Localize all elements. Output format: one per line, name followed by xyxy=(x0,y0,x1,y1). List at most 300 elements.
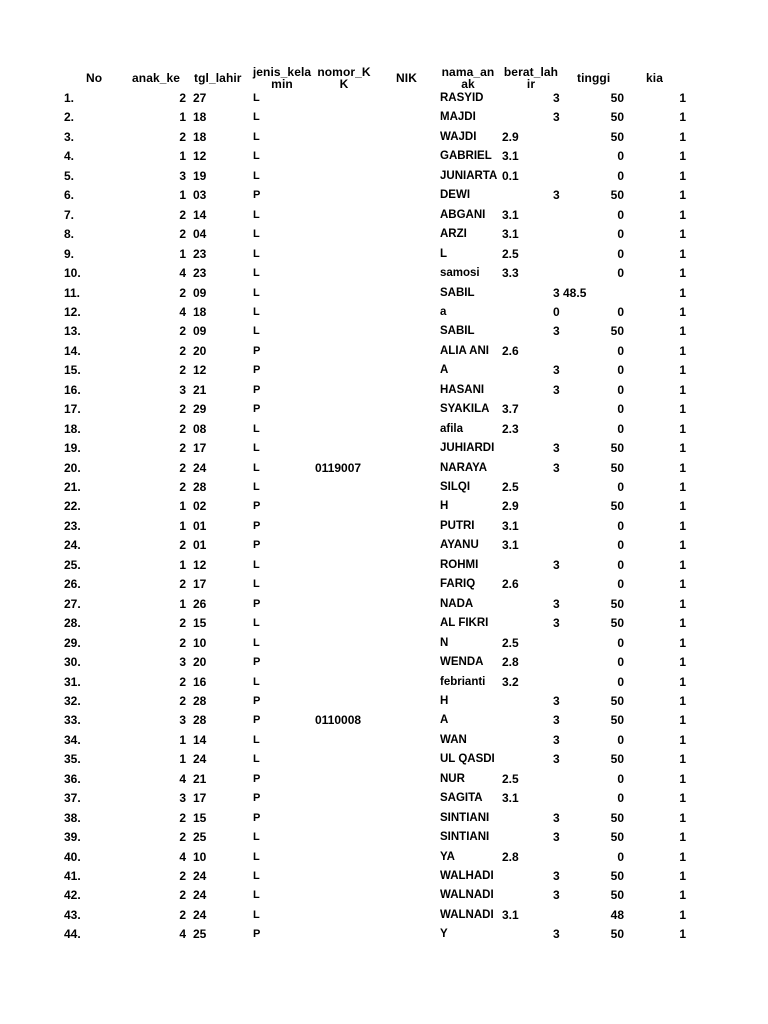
cell-tgl-lahir: 02 xyxy=(193,499,207,514)
cell-jenis-kelamin: L xyxy=(253,92,260,104)
cell-berat-lahir-extra: 3 xyxy=(553,732,560,747)
cell-tgl-lahir: 24 xyxy=(193,907,207,922)
cell-anak-ke: 2 xyxy=(179,907,186,922)
cell-tinggi: 50 xyxy=(610,499,624,514)
row-number: 28. xyxy=(64,616,81,631)
cell-tgl-lahir: 18 xyxy=(193,129,207,144)
cell-anak-ke: 2 xyxy=(179,324,186,339)
cell-nama-anak: SINTIANI xyxy=(440,831,490,844)
cell-anak-ke: 1 xyxy=(179,557,186,572)
cell-jenis-kelamin: L xyxy=(253,130,260,143)
cell-tgl-lahir: 24 xyxy=(193,888,207,903)
cell-anak-ke: 2 xyxy=(179,91,186,105)
cell-nama-anak: PUTRI xyxy=(440,519,475,532)
cell-nama-anak: SABIL xyxy=(440,286,475,299)
table-row xyxy=(0,303,768,322)
cell-tinggi: 50 xyxy=(610,441,624,456)
row-number: 5. xyxy=(64,168,75,183)
cell-nama-anak: WENDA xyxy=(440,656,484,669)
cell-tgl-lahir: 10 xyxy=(193,849,207,864)
row-number: 13. xyxy=(64,324,81,339)
header-anak-ke: anak_ke xyxy=(132,71,181,85)
cell-tgl-lahir: 16 xyxy=(193,674,207,689)
table-row xyxy=(0,420,768,439)
header-tinggi: tinggi xyxy=(577,71,611,85)
row-number: 44. xyxy=(64,927,81,942)
cell-anak-ke: 3 xyxy=(179,168,186,183)
row-number: 17. xyxy=(64,402,81,417)
cell-berat-lahir: 2.5 xyxy=(502,635,519,650)
cell-anak-ke: 4 xyxy=(179,304,186,319)
cell-tgl-lahir: 17 xyxy=(193,441,207,456)
cell-berat-lahir-extra: 0 xyxy=(553,304,560,319)
table-row xyxy=(0,711,768,730)
table-row xyxy=(0,673,768,692)
cell-tinggi: 0 xyxy=(617,557,624,572)
cell-nama-anak: AL FIKRI xyxy=(440,617,489,630)
table-row xyxy=(0,906,768,925)
cell-jenis-kelamin: P xyxy=(253,597,261,610)
cell-tgl-lahir: 25 xyxy=(193,927,207,942)
cell-tgl-lahir: 15 xyxy=(193,810,207,825)
cell-kia: 1 xyxy=(679,421,686,436)
cell-anak-ke: 2 xyxy=(179,674,186,689)
row-number: 11. xyxy=(64,285,81,300)
cell-jenis-kelamin: L xyxy=(253,870,260,882)
cell-nama-anak: WAN xyxy=(440,733,467,746)
cell-anak-ke: 1 xyxy=(179,110,186,125)
cell-kia: 1 xyxy=(679,557,686,572)
cell-nama-anak: AYANU xyxy=(440,539,479,552)
table-row xyxy=(0,89,768,108)
cell-jenis-kelamin: L xyxy=(253,831,260,844)
row-number: 34. xyxy=(64,732,81,747)
cell-tgl-lahir: 24 xyxy=(193,869,207,883)
cell-berat-lahir-extra: 3 xyxy=(553,110,560,125)
row-number: 20. xyxy=(64,460,81,475)
table-row xyxy=(0,575,768,594)
cell-anak-ke: 2 xyxy=(179,480,186,494)
table-row xyxy=(0,147,768,166)
cell-nama-anak: UL QASDI xyxy=(440,753,495,766)
row-number: 32. xyxy=(64,693,81,708)
row-number: 41. xyxy=(64,869,81,883)
cell-anak-ke: 2 xyxy=(179,460,186,475)
cell-nama-anak: ROHMI xyxy=(440,558,479,571)
cell-berat-lahir: 3.1 xyxy=(502,207,519,222)
header-nama-anak: nama_an ak xyxy=(441,65,495,91)
cell-anak-ke: 2 xyxy=(179,129,186,144)
cell-jenis-kelamin: P xyxy=(253,539,261,552)
cell-tinggi: 0 xyxy=(617,732,624,747)
cell-nama-anak: SILQI xyxy=(440,481,471,493)
cell-kia: 1 xyxy=(679,227,686,242)
cell-jenis-kelamin: P xyxy=(253,656,261,669)
cell-berat-lahir-extra: 3 xyxy=(553,596,560,611)
table-row xyxy=(0,167,768,186)
cell-anak-ke: 2 xyxy=(179,538,186,553)
cell-nama-anak: RASYID xyxy=(440,92,484,104)
row-number: 7. xyxy=(64,207,75,222)
cell-berat-lahir: 2.5 xyxy=(502,771,519,786)
cell-anak-ke: 1 xyxy=(179,499,186,514)
cell-nama-anak: WALNADI xyxy=(440,889,494,902)
cell-kia: 1 xyxy=(679,674,686,689)
cell-berat-lahir-extra: 3 xyxy=(553,830,560,845)
cell-kia: 1 xyxy=(679,91,686,105)
cell-tinggi: 0 xyxy=(617,402,624,417)
cell-jenis-kelamin: L xyxy=(253,422,260,435)
cell-tinggi: 0 xyxy=(617,849,624,864)
cell-tgl-lahir: 20 xyxy=(193,343,207,358)
cell-tgl-lahir: 04 xyxy=(193,227,207,242)
cell-kia: 1 xyxy=(679,149,686,164)
table-row xyxy=(0,400,768,419)
cell-anak-ke: 2 xyxy=(179,616,186,631)
cell-berat-lahir-extra: 3 xyxy=(553,91,560,105)
cell-berat-lahir-extra: 3 xyxy=(553,616,560,631)
cell-berat-lahir-extra: 3 xyxy=(553,460,560,475)
table-row xyxy=(0,848,768,867)
cell-jenis-kelamin: P xyxy=(253,519,261,532)
cell-nama-anak: ALIA ANI xyxy=(440,344,489,357)
cell-nama-anak: samosi xyxy=(440,267,480,280)
row-number: 4. xyxy=(64,149,75,164)
cell-anak-ke: 1 xyxy=(179,246,186,261)
cell-anak-ke: 1 xyxy=(179,752,186,767)
cell-nomor-kk: 0119007 xyxy=(315,460,362,475)
cell-tgl-lahir: 12 xyxy=(193,149,207,164)
cell-nama-anak: WAJDI xyxy=(440,130,477,143)
cell-kia: 1 xyxy=(679,207,686,222)
row-number: 24. xyxy=(64,538,81,553)
cell-anak-ke: 3 xyxy=(179,382,186,397)
table-row xyxy=(0,692,768,711)
cell-nama-anak: SINTIANI xyxy=(440,811,490,824)
cell-berat-lahir: 2.8 xyxy=(502,655,519,670)
cell-tinggi: 0 xyxy=(617,771,624,786)
cell-tgl-lahir: 09 xyxy=(193,324,207,339)
cell-kia: 1 xyxy=(679,460,686,475)
cell-nama-anak: MAJDI xyxy=(440,111,476,124)
cell-kia: 1 xyxy=(679,304,686,319)
cell-kia: 1 xyxy=(679,441,686,456)
cell-tinggi: 0 xyxy=(617,480,624,494)
table-row xyxy=(0,225,768,244)
row-number: 42. xyxy=(64,888,81,903)
table-row xyxy=(0,556,768,575)
cell-nama-anak: A xyxy=(440,714,449,727)
cell-jenis-kelamin: L xyxy=(253,286,260,299)
cell-jenis-kelamin: L xyxy=(253,208,260,221)
cell-jenis-kelamin: L xyxy=(253,481,260,493)
cell-tgl-lahir: 20 xyxy=(193,655,207,670)
cell-berat-lahir-extra: 3 xyxy=(553,363,560,378)
cell-kia: 1 xyxy=(679,771,686,786)
cell-berat-lahir-extra: 3 xyxy=(553,693,560,708)
cell-kia: 1 xyxy=(679,693,686,708)
cell-kia: 1 xyxy=(679,888,686,903)
cell-berat-lahir: 2.5 xyxy=(502,480,519,494)
cell-berat-lahir-extra: 3 xyxy=(553,382,560,397)
cell-berat-lahir: 3.1 xyxy=(502,518,519,533)
cell-tgl-lahir: 14 xyxy=(193,207,207,222)
table-row xyxy=(0,867,768,886)
cell-nama-anak: L xyxy=(440,247,448,260)
cell-jenis-kelamin: L xyxy=(253,889,260,902)
cell-kia: 1 xyxy=(679,188,686,203)
table-row xyxy=(0,108,768,127)
cell-tinggi: 50 xyxy=(610,752,624,767)
table-row xyxy=(0,497,768,516)
cell-nomor-kk: 0110008 xyxy=(315,713,362,728)
cell-tgl-lahir: 15 xyxy=(193,616,207,631)
cell-tinggi: 50 xyxy=(610,460,624,475)
cell-tinggi: 50 xyxy=(610,91,624,105)
cell-tinggi: 50 xyxy=(610,713,624,728)
cell-kia: 1 xyxy=(679,830,686,845)
cell-kia: 1 xyxy=(679,480,686,494)
cell-jenis-kelamin: L xyxy=(253,461,260,474)
cell-anak-ke: 4 xyxy=(179,266,186,281)
cell-anak-ke: 1 xyxy=(179,596,186,611)
cell-anak-ke: 2 xyxy=(179,227,186,242)
cell-tgl-lahir: 19 xyxy=(193,168,207,183)
table-row xyxy=(0,245,768,264)
cell-tinggi: 0 xyxy=(617,266,624,281)
cell-tgl-lahir: 17 xyxy=(193,577,207,592)
cell-jenis-kelamin: L xyxy=(253,228,260,241)
cell-jenis-kelamin: L xyxy=(253,169,260,182)
cell-tinggi: 0 xyxy=(617,363,624,378)
cell-jenis-kelamin: P xyxy=(253,772,261,785)
row-number: 12. xyxy=(64,304,81,319)
cell-tinggi: 0 xyxy=(617,382,624,397)
header-nik: NIK xyxy=(396,71,417,85)
cell-tgl-lahir: 29 xyxy=(193,402,207,417)
cell-nama-anak: A xyxy=(440,364,449,377)
cell-kia: 1 xyxy=(679,246,686,261)
cell-jenis-kelamin: P xyxy=(253,928,261,941)
cell-anak-ke: 2 xyxy=(179,830,186,845)
cell-anak-ke: 3 xyxy=(179,791,186,806)
cell-tinggi: 50 xyxy=(610,616,624,631)
cell-berat-lahir: 3.1 xyxy=(502,791,519,806)
cell-nama-anak: NARAYA xyxy=(440,461,488,474)
header-nomor-kk: nomor_K K xyxy=(317,65,371,91)
cell-jenis-kelamin: L xyxy=(253,850,260,863)
table-row xyxy=(0,284,768,303)
cell-anak-ke: 2 xyxy=(179,421,186,436)
table-row xyxy=(0,789,768,808)
cell-jenis-kelamin: L xyxy=(253,150,260,163)
cell-kia: 1 xyxy=(679,635,686,650)
cell-berat-lahir-extra: 3 xyxy=(553,752,560,767)
cell-jenis-kelamin: L xyxy=(253,675,260,688)
cell-anak-ke: 2 xyxy=(179,577,186,592)
cell-tgl-lahir: 01 xyxy=(193,538,207,553)
cell-jenis-kelamin: P xyxy=(253,792,261,805)
cell-anak-ke: 3 xyxy=(179,655,186,670)
cell-anak-ke: 2 xyxy=(179,343,186,358)
cell-berat-lahir-extra: 3 xyxy=(553,810,560,825)
cell-tinggi: 0 xyxy=(617,343,624,358)
cell-jenis-kelamin: P xyxy=(253,694,261,707)
cell-berat-lahir-extra: 3 xyxy=(553,869,560,883)
cell-jenis-kelamin: L xyxy=(253,305,260,318)
cell-anak-ke: 1 xyxy=(179,518,186,533)
cell-tinggi: 50 xyxy=(610,324,624,339)
row-number: 23. xyxy=(64,518,81,533)
cell-anak-ke: 2 xyxy=(179,888,186,903)
cell-nama-anak: a xyxy=(440,305,447,318)
cell-tgl-lahir: 09 xyxy=(193,285,207,300)
cell-nama-anak: FARIQ xyxy=(440,578,476,591)
header-jenis-kelamin: jenis_kela min xyxy=(252,65,312,91)
cell-tinggi: 48 xyxy=(610,907,624,922)
cell-kia: 1 xyxy=(679,810,686,825)
cell-berat-lahir: 2.3 xyxy=(502,421,519,436)
cell-tgl-lahir: 25 xyxy=(193,830,207,845)
cell-tgl-lahir: 17 xyxy=(193,791,207,806)
cell-tinggi: 0 xyxy=(617,227,624,242)
cell-tgl-lahir: 28 xyxy=(193,713,207,728)
header-tgl-lahir: tgl_lahir xyxy=(194,71,242,85)
cell-tinggi: 50 xyxy=(610,888,624,903)
cell-anak-ke: 2 xyxy=(179,363,186,378)
table-row xyxy=(0,186,768,205)
cell-jenis-kelamin: L xyxy=(253,111,260,124)
table-row xyxy=(0,886,768,905)
cell-berat-lahir-extra: 3 xyxy=(553,888,560,903)
cell-anak-ke: 2 xyxy=(179,402,186,417)
cell-jenis-kelamin: P xyxy=(253,403,261,416)
cell-berat-lahir-extra: 3 xyxy=(553,557,560,572)
cell-nama-anak: afila xyxy=(440,422,464,435)
row-number: 38. xyxy=(64,810,81,825)
cell-nama-anak: JUNIARTA xyxy=(440,169,498,182)
cell-kia: 1 xyxy=(679,324,686,339)
cell-berat-lahir-extra: 3 xyxy=(553,713,560,728)
cell-tinggi: 50 xyxy=(610,693,624,708)
row-number: 39. xyxy=(64,830,81,845)
header-no: No xyxy=(86,71,103,85)
row-number: 33. xyxy=(64,713,81,728)
row-number: 43. xyxy=(64,907,81,922)
cell-tgl-lahir: 21 xyxy=(193,382,207,397)
row-number: 8. xyxy=(64,227,75,242)
cell-tinggi: 0 xyxy=(617,246,624,261)
cell-kia: 1 xyxy=(679,499,686,514)
table-row xyxy=(0,750,768,769)
cell-tinggi: 0 xyxy=(617,168,624,183)
cell-tinggi: 0 xyxy=(617,421,624,436)
row-number: 14. xyxy=(64,343,81,358)
cell-tgl-lahir: 28 xyxy=(193,693,207,708)
cell-berat-lahir: 3.3 xyxy=(502,266,519,281)
cell-tgl-lahir: 24 xyxy=(193,460,207,475)
cell-nama-anak: NUR xyxy=(440,772,465,785)
table-row xyxy=(0,206,768,225)
cell-anak-ke: 2 xyxy=(179,635,186,650)
row-number: 35. xyxy=(64,752,81,767)
cell-berat-lahir: 3.1 xyxy=(502,538,519,553)
row-number: 19. xyxy=(64,441,81,456)
cell-tinggi: 0 xyxy=(617,655,624,670)
cell-berat-lahir: 0.1 xyxy=(502,168,519,183)
table-row xyxy=(0,595,768,614)
row-number: 21. xyxy=(64,480,81,494)
cell-anak-ke: 1 xyxy=(179,188,186,203)
cell-nama-anak: DEWI xyxy=(440,189,471,202)
row-number: 10. xyxy=(64,266,81,281)
cell-nama-anak: NADA xyxy=(440,597,474,610)
cell-tgl-lahir: 28 xyxy=(193,480,207,494)
cell-kia: 1 xyxy=(679,266,686,281)
cell-jenis-kelamin: P xyxy=(253,383,261,396)
cell-jenis-kelamin: L xyxy=(253,247,260,260)
table-row xyxy=(0,322,768,341)
cell-berat-lahir: 2.5 xyxy=(502,246,519,261)
row-number: 26. xyxy=(64,577,81,592)
cell-jenis-kelamin: L xyxy=(253,753,260,766)
cell-tgl-lahir: 10 xyxy=(193,635,207,650)
cell-berat-lahir: 2.9 xyxy=(502,129,519,144)
cell-nama-anak: SABIL xyxy=(440,325,475,338)
header-berat-lahir: berat_lah ir xyxy=(503,65,559,91)
cell-kia: 1 xyxy=(679,655,686,670)
cell-tinggi: 0 xyxy=(617,149,624,164)
cell-tinggi: 50 xyxy=(610,810,624,825)
table-row xyxy=(0,459,768,478)
cell-tgl-lahir: 03 xyxy=(193,188,207,203)
cell-berat-lahir: 3.1 xyxy=(502,907,519,922)
table-row xyxy=(0,536,768,555)
cell-berat-lahir: 2.6 xyxy=(502,343,519,358)
row-number: 25. xyxy=(64,557,81,572)
cell-tgl-lahir: 23 xyxy=(193,246,207,261)
cell-berat-lahir: 3.1 xyxy=(502,149,519,164)
cell-nama-anak: JUHIARDI xyxy=(440,442,495,455)
row-number: 27. xyxy=(64,596,81,611)
cell-nama-anak: H xyxy=(440,694,449,707)
cell-nama-anak: SAGITA xyxy=(440,792,483,805)
table-row xyxy=(0,925,768,944)
cell-tgl-lahir: 24 xyxy=(193,752,207,767)
cell-nama-anak: SYAKILA xyxy=(440,403,490,416)
cell-jenis-kelamin: L xyxy=(253,578,260,591)
cell-anak-ke: 2 xyxy=(179,207,186,222)
row-number: 3. xyxy=(64,129,75,144)
cell-berat-lahir: 3.7 xyxy=(502,402,519,417)
cell-tgl-lahir: 23 xyxy=(193,266,207,281)
row-number: 9. xyxy=(64,246,75,261)
cell-kia: 1 xyxy=(679,927,686,942)
cell-tgl-lahir: 14 xyxy=(193,732,207,747)
cell-tgl-lahir: 08 xyxy=(193,421,207,436)
cell-jenis-kelamin: L xyxy=(253,442,260,455)
table-row xyxy=(0,614,768,633)
cell-tgl-lahir: 01 xyxy=(193,518,207,533)
cell-tinggi: 0 xyxy=(617,538,624,553)
row-number: 18. xyxy=(64,421,81,436)
cell-kia: 1 xyxy=(679,596,686,611)
cell-kia: 1 xyxy=(679,713,686,728)
cell-kia: 1 xyxy=(679,732,686,747)
cell-anak-ke: 2 xyxy=(179,810,186,825)
cell-kia: 1 xyxy=(679,752,686,767)
cell-kia: 1 xyxy=(679,382,686,397)
